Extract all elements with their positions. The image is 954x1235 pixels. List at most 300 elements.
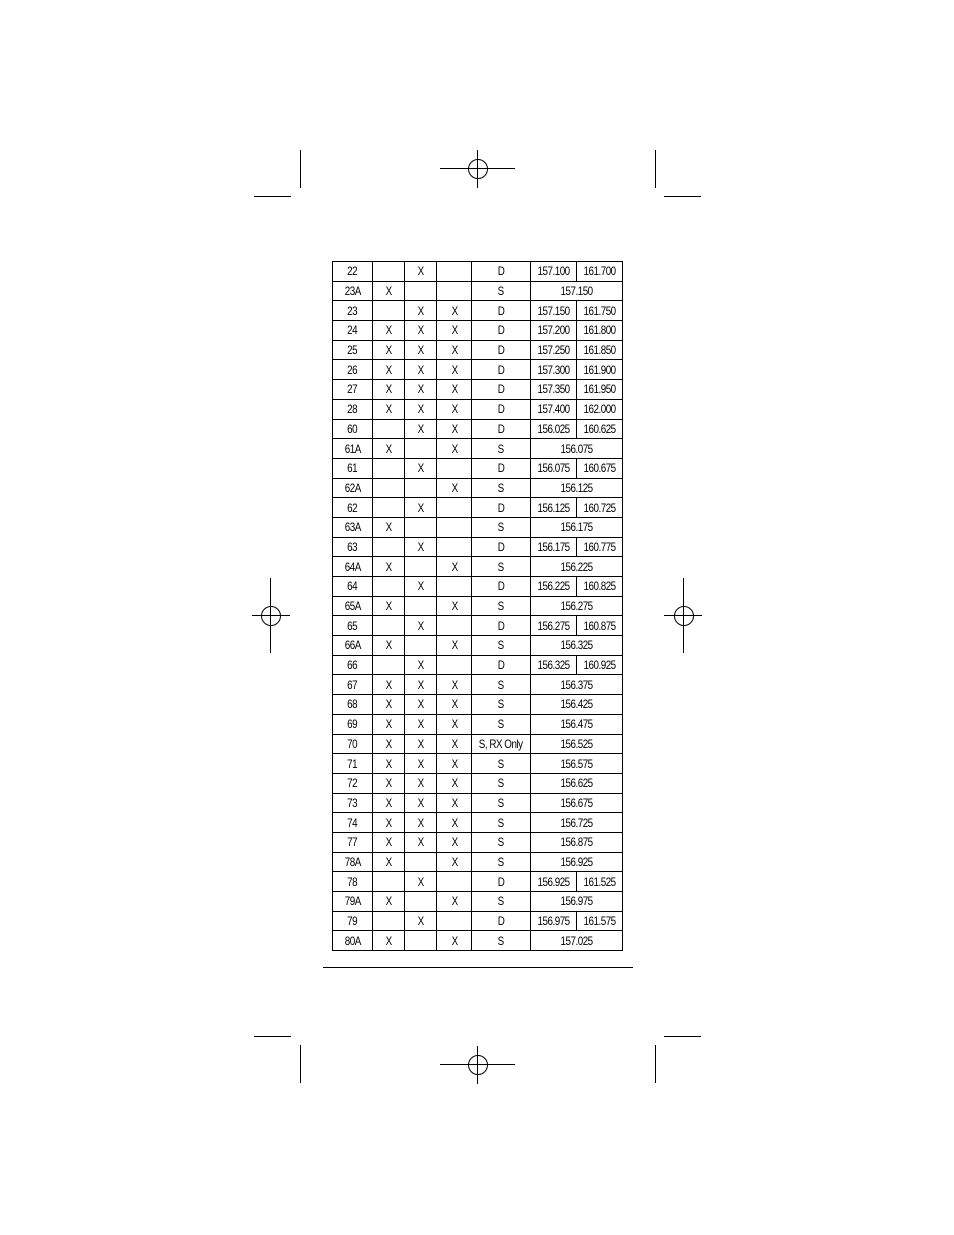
x-mark-cell-b-text: X [417, 677, 424, 692]
x-mark-cell-b-text: X [417, 697, 424, 712]
mode-cell [472, 458, 530, 478]
mode-cell-text: S [498, 559, 505, 574]
simplex-frequency-cell [530, 281, 622, 301]
mode-cell [472, 478, 530, 498]
channel-cell [333, 301, 373, 321]
frequency-text: 156.625 [560, 776, 593, 791]
channel-cell-text: 28 [347, 402, 358, 417]
frequency-text: 157.025 [560, 933, 593, 948]
table-row [333, 636, 623, 656]
x-mark-cell-a [373, 419, 405, 439]
frequency-text: 160.825 [583, 579, 616, 594]
x-mark-cell-b [405, 892, 437, 912]
x-mark-cell-c [437, 675, 472, 695]
tx-frequency-cell [530, 537, 576, 557]
x-mark-cell-b [405, 931, 437, 951]
x-mark-cell-b-text: X [417, 362, 424, 377]
mode-cell [472, 813, 530, 833]
x-mark-cell-c [437, 636, 472, 656]
channel-cell [333, 498, 373, 518]
frequency-text: 156.025 [537, 421, 570, 436]
x-mark-cell-c-text: X [451, 795, 458, 810]
channel-cell [333, 281, 373, 301]
x-mark-cell-a [373, 616, 405, 636]
x-mark-cell-b-text: X [417, 776, 424, 791]
table-row [333, 852, 623, 872]
table-row [333, 773, 623, 793]
mode-cell [472, 517, 530, 537]
x-mark-cell-a-text: X [385, 815, 392, 830]
x-mark-cell-c-text: X [451, 736, 458, 751]
x-mark-cell-c [437, 773, 472, 793]
channel-cell [333, 596, 373, 616]
mode-cell [472, 537, 530, 557]
x-mark-cell-b-text: X [417, 618, 424, 633]
channel-cell-text: 72 [347, 776, 358, 791]
frequency-text: 156.225 [560, 559, 593, 574]
x-mark-cell-c [437, 399, 472, 419]
table-row [333, 380, 623, 400]
rx-frequency-cell [576, 537, 622, 557]
mode-cell [472, 399, 530, 419]
x-mark-cell-b [405, 813, 437, 833]
table-row [333, 577, 623, 597]
frequency-text: 157.100 [537, 264, 570, 279]
frequency-text: 156.725 [560, 815, 593, 830]
x-mark-cell-a [373, 773, 405, 793]
x-mark-cell-c-text: X [451, 382, 458, 397]
crop-mark-bottom-left-horizontal [254, 1036, 291, 1037]
x-mark-cell-b [405, 517, 437, 537]
mode-cell-text: S, RX Only [479, 736, 523, 751]
x-mark-cell-c [437, 478, 472, 498]
mode-cell-text: D [497, 362, 505, 377]
frequency-text: 156.375 [560, 677, 593, 692]
x-mark-cell-b [405, 399, 437, 419]
crop-mark-top-right-horizontal [664, 196, 701, 197]
tx-frequency-cell [530, 262, 576, 282]
tx-frequency-cell [530, 616, 576, 636]
rx-frequency-cell [576, 872, 622, 892]
table-row [333, 695, 623, 715]
x-mark-cell-a [373, 911, 405, 931]
channel-cell [333, 380, 373, 400]
crop-mark-top-left-horizontal [254, 196, 291, 197]
x-mark-cell-b [405, 557, 437, 577]
x-mark-cell-c-text: X [451, 421, 458, 436]
frequency-text: 161.950 [583, 382, 616, 397]
x-mark-cell-c [437, 734, 472, 754]
frequency-text: 157.300 [537, 362, 570, 377]
channel-cell [333, 754, 373, 774]
channel-cell [333, 695, 373, 715]
mode-cell [472, 773, 530, 793]
channel-cell-text: 63A [344, 520, 361, 535]
table-row [333, 892, 623, 912]
frequency-text: 156.475 [560, 717, 593, 732]
mode-cell-text: D [497, 914, 505, 929]
mode-cell [472, 675, 530, 695]
x-mark-cell-b-text: X [417, 303, 424, 318]
mode-cell-text: D [497, 579, 505, 594]
x-mark-cell-c [437, 793, 472, 813]
x-mark-cell-a-text: X [385, 559, 392, 574]
table-row [333, 813, 623, 833]
x-mark-cell-c [437, 754, 472, 774]
mode-cell [472, 636, 530, 656]
x-mark-cell-a [373, 557, 405, 577]
channel-cell-text: 61A [344, 441, 361, 456]
x-mark-cell-c-text: X [451, 776, 458, 791]
tx-frequency-cell [530, 301, 576, 321]
frequency-text: 161.800 [583, 323, 616, 338]
x-mark-cell-a-text: X [385, 343, 392, 358]
x-mark-cell-b [405, 832, 437, 852]
mode-cell [472, 832, 530, 852]
table-row [333, 301, 623, 321]
x-mark-cell-b [405, 793, 437, 813]
x-mark-cell-c-text: X [451, 303, 458, 318]
x-mark-cell-b-text: X [417, 579, 424, 594]
x-mark-cell-a-text: X [385, 795, 392, 810]
x-mark-cell-a [373, 281, 405, 301]
x-mark-cell-a [373, 655, 405, 675]
rx-frequency-cell [576, 655, 622, 675]
mode-cell [472, 931, 530, 951]
channel-cell-text: 24 [347, 323, 358, 338]
x-mark-cell-a [373, 832, 405, 852]
x-mark-cell-a-text: X [385, 776, 392, 791]
channel-cell [333, 931, 373, 951]
x-mark-cell-b [405, 636, 437, 656]
mode-cell-text: S [498, 776, 505, 791]
x-mark-cell-b [405, 695, 437, 715]
x-mark-cell-a [373, 439, 405, 459]
x-mark-cell-a [373, 380, 405, 400]
x-mark-cell-c [437, 872, 472, 892]
x-mark-cell-a-text: X [385, 756, 392, 771]
mode-cell [472, 301, 530, 321]
simplex-frequency-cell [530, 754, 622, 774]
channel-cell [333, 616, 373, 636]
table-row [333, 655, 623, 675]
mode-cell [472, 734, 530, 754]
frequency-text: 156.875 [560, 835, 593, 850]
x-mark-cell-b [405, 734, 437, 754]
channel-cell [333, 832, 373, 852]
table-row [333, 262, 623, 282]
x-mark-cell-b-text: X [417, 717, 424, 732]
mode-cell [472, 911, 530, 931]
table-row [333, 340, 623, 360]
table-row [333, 537, 623, 557]
tx-frequency-cell [530, 655, 576, 675]
channel-cell-text: 61 [347, 461, 358, 476]
x-mark-cell-b-text: X [417, 323, 424, 338]
rx-frequency-cell [576, 498, 622, 518]
frequency-text: 156.175 [560, 520, 593, 535]
frequency-text: 156.975 [560, 894, 593, 909]
channel-cell-text: 62A [344, 480, 361, 495]
tx-frequency-cell [530, 458, 576, 478]
x-mark-cell-a [373, 892, 405, 912]
x-mark-cell-c-text: X [451, 441, 458, 456]
x-mark-cell-a-text: X [385, 520, 392, 535]
channel-cell [333, 399, 373, 419]
x-mark-cell-a-text: X [385, 894, 392, 909]
frequency-text: 156.975 [537, 914, 570, 929]
frequency-text: 157.200 [537, 323, 570, 338]
frequency-text: 156.325 [537, 658, 570, 673]
mode-cell [472, 557, 530, 577]
x-mark-cell-b [405, 911, 437, 931]
x-mark-cell-c-text: X [451, 323, 458, 338]
channel-cell [333, 813, 373, 833]
mode-cell [472, 872, 530, 892]
mode-cell-text: S [498, 835, 505, 850]
x-mark-cell-c [437, 655, 472, 675]
frequency-text: 157.250 [537, 343, 570, 358]
simplex-frequency-cell [530, 636, 622, 656]
x-mark-cell-c-text: X [451, 638, 458, 653]
x-mark-cell-b [405, 596, 437, 616]
x-mark-cell-c [437, 596, 472, 616]
table-row [333, 321, 623, 341]
table-row [333, 360, 623, 380]
x-mark-cell-c [437, 892, 472, 912]
frequency-text: 156.175 [537, 539, 570, 554]
channel-table [332, 261, 623, 951]
x-mark-cell-a [373, 498, 405, 518]
mode-cell-text: S [498, 756, 505, 771]
tx-frequency-cell [530, 911, 576, 931]
mode-cell-text: D [497, 421, 505, 436]
channel-cell-text: 66 [347, 658, 358, 673]
mode-cell-text: D [497, 303, 505, 318]
mode-cell [472, 695, 530, 715]
channel-cell [333, 262, 373, 282]
rx-frequency-cell [576, 360, 622, 380]
tx-frequency-cell [530, 380, 576, 400]
x-mark-cell-b-text: X [417, 914, 424, 929]
table-row [333, 754, 623, 774]
frequency-text: 156.575 [560, 756, 593, 771]
x-mark-cell-c [437, 813, 472, 833]
frequency-text: 156.925 [560, 854, 593, 869]
channel-cell-text: 60 [347, 421, 358, 436]
x-mark-cell-b [405, 773, 437, 793]
registration-target-icon [468, 159, 488, 179]
table-row [333, 399, 623, 419]
table-row [333, 458, 623, 478]
channel-cell [333, 734, 373, 754]
channel-cell-text: 23A [344, 284, 361, 299]
channel-cell-text: 78A [344, 854, 361, 869]
tx-frequency-cell [530, 399, 576, 419]
x-mark-cell-a [373, 399, 405, 419]
channel-cell-text: 68 [347, 697, 358, 712]
channel-table-body [333, 262, 623, 951]
x-mark-cell-a [373, 301, 405, 321]
channel-cell [333, 636, 373, 656]
x-mark-cell-a-text: X [385, 736, 392, 751]
channel-cell [333, 911, 373, 931]
frequency-text: 161.750 [583, 303, 616, 318]
frequency-text: 161.850 [583, 343, 616, 358]
channel-cell-text: 69 [347, 717, 358, 732]
x-mark-cell-c [437, 458, 472, 478]
x-mark-cell-a [373, 754, 405, 774]
x-mark-cell-b-text: X [417, 343, 424, 358]
channel-cell [333, 793, 373, 813]
frequency-text: 161.900 [583, 362, 616, 377]
x-mark-cell-c-text: X [451, 756, 458, 771]
frequency-text: 156.225 [537, 579, 570, 594]
mode-cell-text: S [498, 697, 505, 712]
x-mark-cell-a [373, 931, 405, 951]
frequency-text: 156.275 [537, 618, 570, 633]
simplex-frequency-cell [530, 813, 622, 833]
simplex-frequency-cell [530, 557, 622, 577]
x-mark-cell-c-text: X [451, 697, 458, 712]
channel-cell [333, 537, 373, 557]
mode-cell-text: S [498, 677, 505, 692]
frequency-text: 156.675 [560, 795, 593, 810]
mode-cell-text: D [497, 323, 505, 338]
frequency-text: 156.325 [560, 638, 593, 653]
rx-frequency-cell [576, 262, 622, 282]
frequency-text: 162.000 [583, 402, 616, 417]
x-mark-cell-b [405, 340, 437, 360]
mode-cell-text: S [498, 795, 505, 810]
frequency-text: 156.075 [560, 441, 593, 456]
channel-cell-text: 27 [347, 382, 358, 397]
x-mark-cell-a-text: X [385, 382, 392, 397]
registration-target-icon [261, 606, 281, 626]
mode-cell-text: D [497, 382, 505, 397]
mode-cell-text: S [498, 638, 505, 653]
frequency-text: 156.075 [537, 461, 570, 476]
channel-cell [333, 439, 373, 459]
x-mark-cell-b-text: X [417, 264, 424, 279]
tx-frequency-cell [530, 360, 576, 380]
x-mark-cell-a-text: X [385, 835, 392, 850]
table-row [333, 793, 623, 813]
x-mark-cell-a-text: X [385, 933, 392, 948]
x-mark-cell-b [405, 754, 437, 774]
mode-cell-text: S [498, 599, 505, 614]
x-mark-cell-b-text: X [417, 421, 424, 436]
registration-target-icon [674, 606, 694, 626]
x-mark-cell-c [437, 695, 472, 715]
x-mark-cell-c [437, 262, 472, 282]
mode-cell-text: S [498, 480, 505, 495]
x-mark-cell-a [373, 262, 405, 282]
x-mark-cell-a [373, 340, 405, 360]
frequency-text: 156.275 [560, 599, 593, 614]
mode-cell [472, 262, 530, 282]
mode-cell [472, 419, 530, 439]
mode-cell [472, 793, 530, 813]
table-row [333, 478, 623, 498]
table-row [333, 557, 623, 577]
channel-cell-text: 80A [344, 933, 361, 948]
channel-cell [333, 557, 373, 577]
x-mark-cell-a-text: X [385, 677, 392, 692]
x-mark-cell-a [373, 458, 405, 478]
x-mark-cell-a [373, 577, 405, 597]
table-row [333, 832, 623, 852]
x-mark-cell-c [437, 439, 472, 459]
rx-frequency-cell [576, 458, 622, 478]
table-row [333, 931, 623, 951]
frequency-text: 160.925 [583, 658, 616, 673]
mode-cell [472, 439, 530, 459]
frequency-text: 160.675 [583, 461, 616, 476]
channel-cell-text: 79 [347, 914, 358, 929]
x-mark-cell-c-text: X [451, 362, 458, 377]
x-mark-cell-b-text: X [417, 382, 424, 397]
simplex-frequency-cell [530, 714, 622, 734]
mode-cell-text: D [497, 658, 505, 673]
x-mark-cell-a [373, 734, 405, 754]
x-mark-cell-c [437, 360, 472, 380]
channel-cell [333, 577, 373, 597]
channel-cell [333, 872, 373, 892]
x-mark-cell-a-text: X [385, 284, 392, 299]
x-mark-cell-a-text: X [385, 441, 392, 456]
x-mark-cell-b-text: X [417, 539, 424, 554]
x-mark-cell-a [373, 714, 405, 734]
registration-target-icon [468, 1055, 488, 1075]
rx-frequency-cell [576, 911, 622, 931]
frequency-text: 157.350 [537, 382, 570, 397]
mode-cell-text: S [498, 933, 505, 948]
x-mark-cell-b [405, 616, 437, 636]
mode-cell [472, 281, 530, 301]
tx-frequency-cell [530, 321, 576, 341]
x-mark-cell-c [437, 852, 472, 872]
x-mark-cell-a [373, 537, 405, 557]
x-mark-cell-a-text: X [385, 599, 392, 614]
mode-cell-text: S [498, 520, 505, 535]
frequency-text: 160.775 [583, 539, 616, 554]
tx-frequency-cell [530, 419, 576, 439]
simplex-frequency-cell [530, 695, 622, 715]
table-row [333, 872, 623, 892]
channel-cell [333, 773, 373, 793]
x-mark-cell-c [437, 911, 472, 931]
x-mark-cell-b-text: X [417, 815, 424, 830]
x-mark-cell-b [405, 537, 437, 557]
mode-cell-text: S [498, 894, 505, 909]
rx-frequency-cell [576, 321, 622, 341]
x-mark-cell-c-text: X [451, 835, 458, 850]
x-mark-cell-b [405, 872, 437, 892]
mode-cell-text: S [498, 284, 505, 299]
mode-cell [472, 321, 530, 341]
frequency-text: 156.125 [537, 500, 570, 515]
x-mark-cell-b-text: X [417, 658, 424, 673]
tx-frequency-cell [530, 340, 576, 360]
x-mark-cell-b [405, 419, 437, 439]
frequency-text: 160.875 [583, 618, 616, 633]
x-mark-cell-c-text: X [451, 559, 458, 574]
channel-cell-text: 79A [344, 894, 361, 909]
x-mark-cell-a-text: X [385, 638, 392, 653]
crop-mark-bottom-right-horizontal [664, 1036, 701, 1037]
channel-cell-text: 25 [347, 343, 358, 358]
